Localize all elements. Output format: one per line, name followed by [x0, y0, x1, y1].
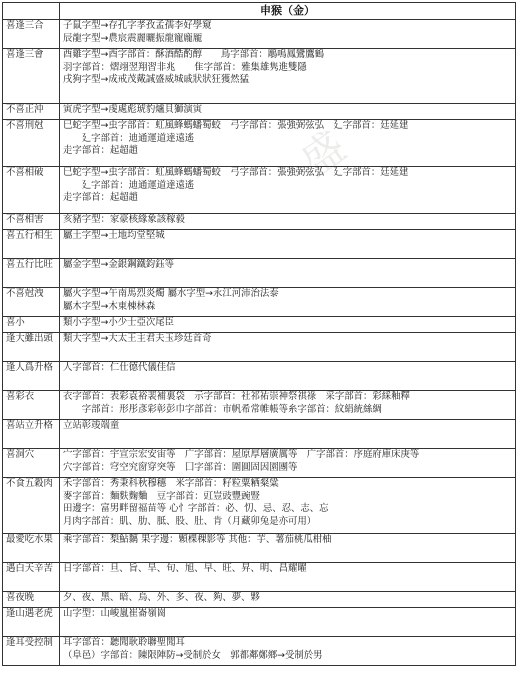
content-line: 寅虎字型→虔處彪琥豹爐貝獅演寅	[63, 104, 203, 115]
table-row	[3, 478, 516, 534]
table-body	[3, 20, 516, 666]
table-row	[3, 563, 516, 592]
row-content	[60, 449, 516, 478]
content-line: 穴字部首：穹空究窗穿突等 囗字部首：圍圓固因園團等	[63, 461, 298, 473]
row-content	[60, 49, 516, 104]
row-label: 不喜尅洩	[3, 288, 60, 317]
row-content	[60, 563, 516, 592]
row-label: 喜五行相生	[3, 230, 60, 259]
header-blank-cell	[3, 3, 60, 20]
row-label: 逢耳受控制	[3, 637, 60, 666]
table-row	[3, 167, 516, 214]
row-label: 喜站立升格	[3, 420, 60, 449]
content-line: （阜邑）字部首：陳限陣防→受制於女 郭都鄰鄭鄉→受制於男	[63, 649, 323, 661]
content-line: 走字部首：起超趙	[63, 192, 139, 204]
table-row	[3, 534, 516, 563]
row-label: 逢人爲升格	[3, 362, 60, 391]
watermark-mark: 盛	[291, 118, 360, 186]
row-label: 喜洞穴	[3, 449, 60, 478]
table-row	[3, 592, 516, 608]
table-row	[3, 214, 516, 230]
table-row	[3, 391, 516, 420]
row-label: 逢大雖出頭	[3, 333, 60, 362]
header-row	[3, 3, 516, 20]
row-content	[60, 230, 516, 259]
row-content	[60, 420, 516, 449]
content-line: 屬木字型→木東棟林森	[63, 300, 156, 312]
row-label: 遇白天辛苦	[3, 563, 60, 592]
content-line: 麥字部首：麵麩麴麯 豆字部首：豇豈豉豐豌豎	[63, 490, 260, 502]
row-content	[60, 637, 516, 666]
content-line: 廴字部首：迪通運道達遠遙	[63, 132, 195, 144]
row-content	[60, 362, 516, 391]
content-line: 字部首：形彤彥彩彰彭巾字部首：市帆希常帷帳等糸字部首：紋絹統絲綢	[63, 403, 382, 415]
row-content	[60, 104, 516, 120]
row-label: 不喜相破	[3, 167, 60, 214]
content-line: 亥豬字型：家豪核緣象該稼毅	[63, 214, 185, 225]
content-line: 酉雞字型→酉字部首：酥酒酷酌醇 鳥字部首：鵰鳴鳳鸞鷹鶴	[63, 49, 324, 60]
content-line: 屬土字型→土地均堂堅城	[63, 230, 165, 241]
content-line: 戌狗字型→成戒茂戴誠盛威城戚狀狀狂獲然猛	[63, 74, 249, 86]
table-row	[3, 120, 516, 167]
content-line: 廴字部首：迪通運道達遠遙	[63, 179, 195, 191]
header-title: 申猴（金）	[60, 3, 516, 20]
row-label: 不喜正沖	[3, 104, 60, 120]
table-row	[3, 49, 516, 104]
table-row	[3, 608, 516, 637]
table-row	[3, 317, 516, 333]
content-line: 禾字部首：秀秉科秋穆穗 米字部首：籽粒粟粞粲粱	[63, 478, 279, 489]
table-row	[3, 362, 516, 391]
row-content	[60, 120, 516, 167]
zodiac-name-table	[2, 2, 516, 666]
content-line: 田邊字：富男畔留福苗等 心忄字部首：必、忉、忌、忍、志、忘	[63, 503, 329, 515]
row-label: 不喜相害	[3, 214, 60, 230]
content-line: 類大字型→大太王主君夫玉珍廷首奇	[63, 333, 212, 344]
row-content	[60, 259, 516, 288]
content-line: 走字部首：起超趙	[63, 145, 139, 157]
content-line: 衣字部首：表彩袁裕裴補裏袋 示字部首：社祁祐崇神祭祺祿 采字部首：彩綵釉釋	[63, 391, 410, 402]
row-content	[60, 167, 516, 214]
content-line: 羽字部首：熠翊翌翔習非兆 隹字部首：雅集雄隽進雙隱	[63, 61, 307, 73]
row-label: 喜逢三合	[3, 20, 60, 49]
row-content	[60, 333, 516, 362]
content-line: 巳蛇字型→虫字部首：虹風蜂螞蟠蜀蛟 弓字部首：張強弼弦弘 廴字部首：廷延建	[63, 167, 409, 178]
row-content	[60, 20, 516, 49]
row-content	[60, 478, 516, 534]
content-line: 乘字部首：梨鮎黐 果字邊：顆棵稞影等 其他：芋、薯茄桃瓜柑柚	[63, 534, 332, 545]
content-line: 耳字部首：聽聞耿聆聯聖聞耳	[63, 637, 185, 648]
row-label: 喜小	[3, 317, 60, 333]
row-label: 最愛吃水果	[3, 534, 60, 563]
row-label: 喜夜晚	[3, 592, 60, 608]
table-row	[3, 20, 516, 49]
table-row	[3, 259, 516, 288]
content-line: 辰龍字型→農宸震麗曬振龍寵龐龎	[63, 32, 203, 44]
content-line: 月肉字部首：肌、肋、胝、股、肚、肯（月藏卯兔是亦可用）	[63, 515, 317, 527]
content-line: 屬火字型→午南馬烈炎燭 屬水字型→永江河沛治法泰	[63, 288, 279, 299]
table-row	[3, 104, 516, 120]
table-row	[3, 288, 516, 317]
row-content	[60, 317, 516, 333]
row-content	[60, 534, 516, 563]
row-label: 喜逢三會	[3, 49, 60, 104]
table-row	[3, 333, 516, 362]
row-content	[60, 391, 516, 420]
table-row	[3, 420, 516, 449]
row-label: 喜五行比旺	[3, 259, 60, 288]
row-label: 喜彩衣	[3, 391, 60, 420]
content-line: 類小字型→小少士亞次尾臣	[63, 317, 174, 328]
content-line: 山字型：山峻嵐崔崙嶺崗	[63, 608, 167, 619]
row-label: 不喜刑尅	[3, 120, 60, 167]
content-line: 巳蛇字型→虫字部首：虹風蜂螞蟠蜀蛟 弓字部首：張強弼弦弘 廴字部首：廷延建	[63, 120, 409, 131]
row-content	[60, 608, 516, 637]
table-row	[3, 230, 516, 259]
content-line: 屬金字型→金銀鋼鐵鈞鈺等	[63, 259, 174, 270]
content-line: 夕、夜、黑、暗、烏、外、多、夜、夠、夢、夥	[63, 592, 260, 603]
table-row	[3, 449, 516, 478]
content-line: 日字部首：旦、旨、旱、旬、旭、早、旺、昇、明、昌耀曜	[63, 563, 307, 574]
row-label: 不食五穀肉	[3, 478, 60, 534]
row-label: 逢山遇老虎	[3, 608, 60, 637]
content-line: 人字部首：仁仕德代儀佳信	[63, 362, 176, 373]
row-content	[60, 288, 516, 317]
row-content	[60, 214, 516, 230]
content-line: 宀字部首：宇宣宗宏安宙等 广字部首：屋原厚層廣厲等 广字部首：序庭府庫床庚等	[63, 449, 420, 460]
content-line: 子鼠字型→存孔字孝孜孟孺李好學窺	[63, 20, 212, 31]
content-line: 立站彰竣端童	[63, 420, 120, 431]
row-content	[60, 592, 516, 608]
table-row	[3, 637, 516, 666]
